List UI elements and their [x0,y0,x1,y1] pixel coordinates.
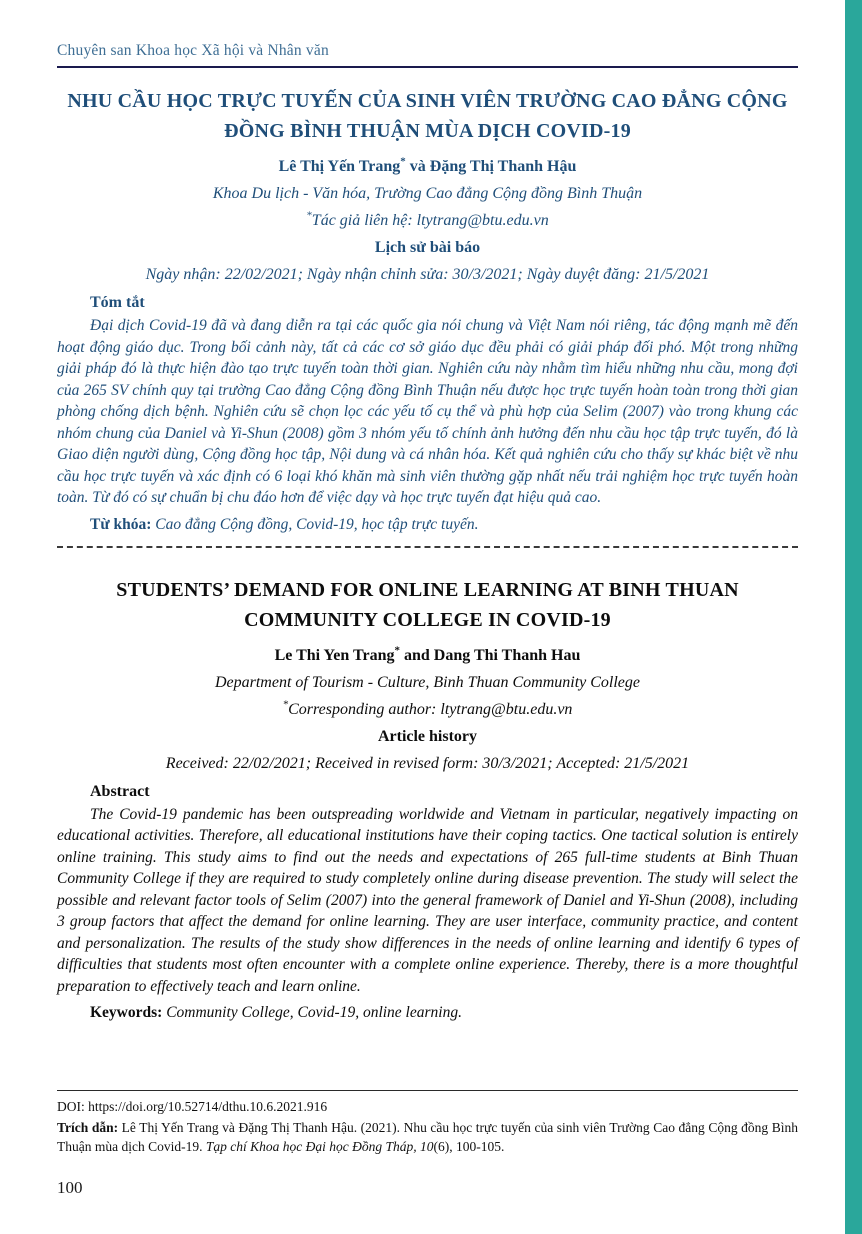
footer [57,1090,798,1199]
en-history-heading: Article history [377,727,478,745]
en-affiliation: Department of Tourism - Culture, Binh Thuan Community College [214,673,641,691]
vn-article-title: NHU CẦU HỌC TRỰC TUYẾN CỦA SINH VIÊN TRƯỜNG CAO ĐẲNG CỘNG ĐỒNG BÌNH THUẬN MÙA DỊCH COVID-19 [67,90,788,142]
vn-author-1: Lê Thị Yến Trang [278,158,401,175]
vn-history-heading: Lịch sử bài báo [374,239,481,256]
en-article-title: STUDENTS’ DEMAND FOR ONLINE LEARNING AT BINH THUAN COMMUNITY COLLEGE IN COVID-19 [116,578,739,631]
vn-abstract: Đại dịch Covid-19 đã và đang diễn ra tại các quốc gia nói chung và Việt Nam nói riêng, tác động mạnh mẽ đến hoạt động giáo dục. Trong bối cảnh này, tất cả các cơ sở giáo dục đều phải có giải pháp đối phó. Một trong những giải pháp đó là thực hiện đào tạo trực tuyến toàn thời gian. Nghiên cứu này nhằm tìm hiểu những nhu cầu, mong đợi của 265 SV chính quy tại trường Cao đẳng Cộng đồng Bình Thuận nếu được học trực tuyến hoàn toàn trong thời gian phòng chống dịch bệnh. Nghiên cứu sẽ chọn lọc các yếu tố cụ thể và phù hợp của Selim (2007) vào trong khung các nhóm chung của Daniel và Yi-Shun (2008) gồm 3 nhóm yếu tố chính ảnh hưởng đến nhu cầu học tập trực tuyến, đó là Giao diện người dùng, Cộng đồng học tập, Nội dung và cá nhân hóa. Kết quả nghiên cứu cho thấy sự khác biệt về nhu cầu học trực tuyến và xác định có 6 loại khó khăn mà sinh viên thường gặp nhất nếu trải nghiệm học trực tuyến hoàn toàn. Từ đó có sự chuẩn bị chu đáo hơn để việc dạy và học trực tuyến đạt hiệu quả cao. [57,317,798,506]
en-author-1: Le Thi Yen Trang [274,646,395,664]
vn-abstract-heading: Tóm tắt [90,294,145,311]
vn-history-line: Ngày nhận: 22/02/2021; Ngày nhận chỉnh sửa: 30/3/2021; Ngày duyệt đăng: 21/5/2021 [145,266,710,283]
vn-contact-line [57,211,798,231]
citation-label: Trích dẫn: [57,1120,119,1135]
en-contact-asterisk: * [282,698,289,711]
page-number: 100 [57,1178,83,1197]
vn-authors-line [57,157,798,177]
en-abstract-heading: Abstract [90,782,150,800]
page-edge-accent-bar [845,0,862,1234]
en-history-line: Received: 22/02/2021; Received in revised form: 30/3/2021; Accepted: 21/5/2021 [165,754,690,772]
citation-text: Lê Thị Yến Trang và Đặng Thị Thanh Hậu. (2021). Nhu cầu học trực tuyến của sinh viên Trường Cao đẳng Cộng đồng Bình Thuận mùa dịch Covid-19. [57,1120,798,1154]
header-rule [57,66,798,68]
vn-contact-text: Tác giả liên hệ: ltytrang@btu.edu.vn [311,212,549,229]
vn-keywords-text: Cao đẳng Cộng đồng, Covid-19, học tập trực tuyến. [151,515,479,533]
vn-affiliation: Khoa Du lịch - Văn hóa, Trường Cao đẳng Cộng đồng Bình Thuận [212,185,643,202]
en-author-2: and Dang Thi Thanh Hau [399,646,581,664]
en-corresponding-asterisk: * [394,644,400,657]
vn-author-2: và Đặng Thị Thanh Hậu [405,158,577,175]
en-authors-line [57,646,798,666]
citation-journal-title: Tạp chí Khoa học Đại học Đồng Tháp, 10 [205,1138,434,1154]
journal-section-header: Chuyên san Khoa học Xã hội và Nhân văn [57,42,329,59]
footer-rule [57,1090,798,1091]
en-contact-line [57,700,798,720]
vn-corresponding-asterisk: * [400,155,406,168]
vn-keywords-line [57,514,798,535]
en-keywords-label: Keywords: [90,1004,163,1021]
doi-line: DOI: https://doi.org/10.52714/dthu.10.6.2021.916 [57,1098,328,1114]
en-keywords-line [57,1002,798,1023]
section-divider-dashed [57,546,798,548]
en-keywords-text: Community College, Covid-19, online learning. [162,1004,462,1021]
citation-tail: (6), 100-105. [433,1138,505,1154]
en-contact-text: Corresponding author: ltytrang@btu.edu.vn [288,700,573,718]
vn-keywords-label: Từ khóa: [90,515,152,533]
en-abstract: The Covid-19 pandemic has been outspreading worldwide and Vietnam in particular, negatively impacting on educational activities. Therefore, all educational institutions have their coping tactics. One tactical solution is entirely online training. This study aims to find out the needs and expectations of 265 full-time students at Binh Thuan Community College if they are required to study completely online during disease prevention. The study will select the possible and relevant factor tools of Selim (2007) into the general framework of Daniel and Yi-Shun (2008), including 3 group factors that affect the demand for online learning. They are user interface, community practice, and content and personalization. The results of the study show differences in the needs of online learning and identify 6 types of difficulties that students most often encounter with a complete online experience. Thereby, there is a more thoughtful preparation to effectively teach and learn online. [57,805,798,995]
citation-line [57,1119,798,1156]
vn-contact-asterisk: * [306,209,312,222]
